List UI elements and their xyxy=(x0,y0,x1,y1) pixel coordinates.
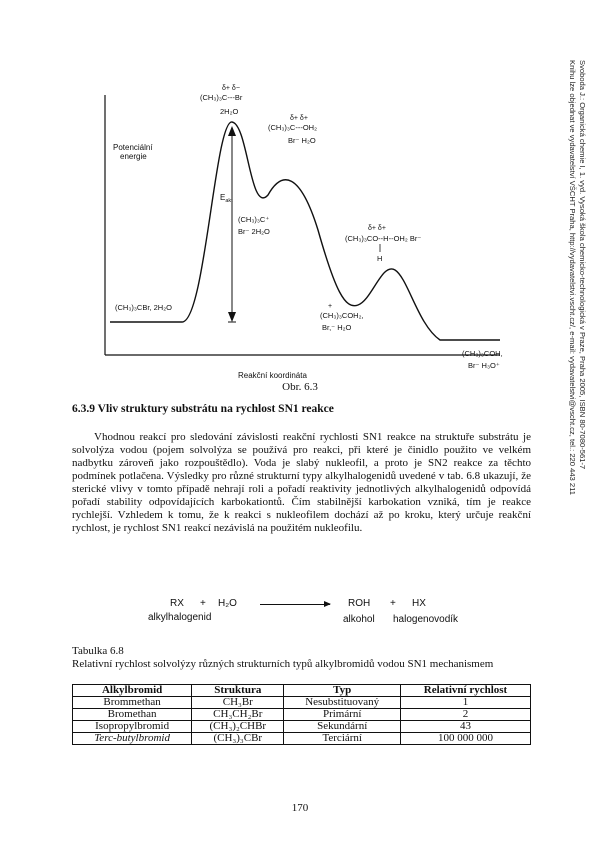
reactants-label: (CH₃)₃CBr, 2H₂O xyxy=(115,303,172,312)
eq-plus-2: + xyxy=(390,598,396,609)
figure-caption: Obr. 6.3 xyxy=(282,381,318,393)
table-header: Relativní rychlost xyxy=(401,685,531,697)
eq-halogenovodik: halogenovodík xyxy=(393,614,459,625)
products-line1: (CH₃)₃COH, xyxy=(462,349,503,358)
ts3-h: H xyxy=(377,254,383,263)
table-row xyxy=(73,721,531,733)
table-cell: Brommethan xyxy=(73,697,192,709)
table-cell: CH₃Br xyxy=(192,697,284,709)
table-cell: Bromethan xyxy=(73,709,192,721)
eq-h2o: H₂O xyxy=(218,598,237,609)
table-cell: Terciární xyxy=(284,733,401,745)
table-row xyxy=(73,697,531,709)
side-note xyxy=(568,60,587,620)
arrow-head-up xyxy=(228,126,236,136)
table-cell: Terc-butylbromid xyxy=(73,733,192,745)
energy-diagram xyxy=(0,0,600,400)
table-cell: Nesubstituovaný xyxy=(284,697,401,709)
side-note-line-1: Svoboda J.: Organická chemie I, 1. vyd. Vysoká škola chemicko-technologická v Praze, Praha 2005, ISBN 80-7080-561-7 xyxy=(578,60,587,470)
eq-alkylhalogenid: alkylhalogenid xyxy=(148,612,212,623)
table-cell: 1 xyxy=(401,697,531,709)
ts2-rest: Br⁻ H₂O xyxy=(288,136,316,145)
table-header: Alkylbromid xyxy=(73,685,192,697)
table-header-row xyxy=(73,685,531,697)
table-cell: (CH₃)₂CHBr xyxy=(192,721,284,733)
products-line2: Br⁻ H₃O⁺ xyxy=(468,361,500,370)
reaction-equation xyxy=(0,598,600,630)
int2-rest: Br,⁻ H₂O xyxy=(322,323,352,332)
y-axis-label-1: Potenciální xyxy=(113,143,153,152)
body-paragraph: Vhodnou reakcí pro sledování závislosti reakční rychlosti SN1 reakce na struktuře substrátu je solvolýza vodou (pojem solvolýza se používá pro reakci, při které je činidlo použito ve velkém nadbytku zároveň jako rozpouštědlo). Voda je slabý nukleofil, a proto je SN2 reakce za těchto podmínek potlačena. Výsledky pro různé strukturní typy alkylhalogenidů uvedené v tab. 6.8 ukazují, že sterické vlivy v tomto případě nehrají roli a pořadí reaktivity jednotlivých alkylhalogenidů odpovídá pořadí stability odpovídajících karbokationtů. Čím stabilnější karbokation vzniká, tím je reakce rychlejší. Vzhledem k tomu, že k reakci s nukleofilem dochází až po kroku, který určuje reakční rychlost, je rychlost SN1 reakcí nezávislá na použitém nukleofilu. xyxy=(72,431,531,534)
table-label: Tabulka 6.8 xyxy=(72,645,124,657)
table-cell: 43 xyxy=(401,721,531,733)
ts1-formula: (CH₃)₃C---Br xyxy=(200,93,243,102)
eq-plus-1: + xyxy=(200,598,206,609)
section-title: 6.3.9 Vliv struktury substrátu na rychlost SN1 reakce xyxy=(72,403,334,415)
y-axis-label-2: energie xyxy=(120,152,147,161)
eq-hx: HX xyxy=(412,598,426,609)
int2-charge: + xyxy=(328,303,333,310)
int2-formula: (CH₃)₃COH₂, xyxy=(320,311,364,320)
side-note-line-2: Knihu lze objednat ve vydavatelství VŠCHT Praha, http://vydavatelstvi.vscht.cz/, e-mail: vydavatelstvi@vscht.cz, tel.: 220 443 211 xyxy=(568,60,577,495)
table-cell: (CH₃)₃CBr xyxy=(192,733,284,745)
ts2-charges: δ+ δ+ xyxy=(290,115,308,122)
table-row xyxy=(73,733,531,745)
eakt-label: $E_{akt}$ xyxy=(220,193,233,204)
eq-roh: ROH xyxy=(348,598,371,609)
table-row xyxy=(73,709,531,721)
table-cell: Sekundární xyxy=(284,721,401,733)
int1-formula: (CH₃)₃C⁺ xyxy=(238,215,270,224)
table-header: Struktura xyxy=(192,685,284,697)
table-cell: 2 xyxy=(401,709,531,721)
table-cell: Isopropylbromid xyxy=(73,721,192,733)
reaction-arrow xyxy=(260,604,330,605)
eq-alkohol: alkohol xyxy=(343,614,375,625)
table-cell: CH₃CH₂Br xyxy=(192,709,284,721)
ts1-water: 2H₂O xyxy=(220,107,239,116)
table-caption: Relativní rychlost solvolýzy různých strukturních typů alkylbromidů vodou SN1 mechanismem xyxy=(72,658,494,670)
x-axis-label: Reakční koordináta xyxy=(238,371,307,380)
int1-rest: Br⁻ 2H₂O xyxy=(238,227,270,236)
ts3-formula: (CH₃)₃CO--H--OH₂ Br⁻ xyxy=(345,234,422,243)
page-number: 170 xyxy=(291,802,309,814)
table-cell: 100 000 000 xyxy=(401,733,531,745)
table-cell: Primární xyxy=(284,709,401,721)
eq-rx: RX xyxy=(170,598,184,609)
rate-table xyxy=(72,684,531,745)
ts3-charges: δ+ δ+ xyxy=(368,225,386,232)
arrow-head-down xyxy=(228,312,236,322)
ts1-charges: δ+ δ− xyxy=(222,85,240,92)
ts2-formula: (CH₃)₃C---OH₂ xyxy=(268,123,318,132)
table-header: Typ xyxy=(284,685,401,697)
